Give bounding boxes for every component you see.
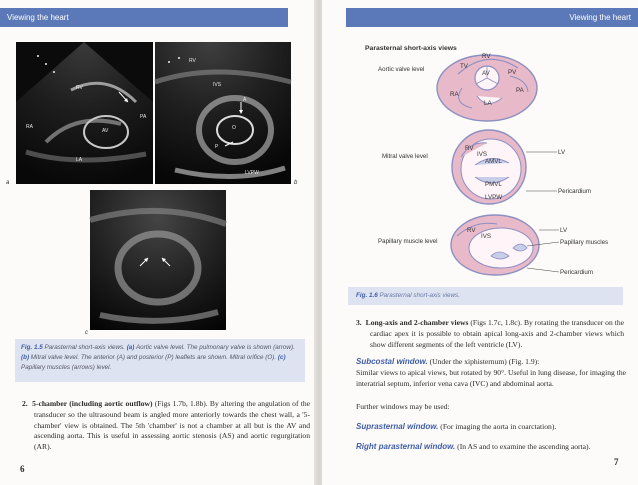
aortic-label-av: AV bbox=[482, 70, 490, 77]
figure-1-6-label: Fig. 1.6 bbox=[356, 292, 378, 299]
papillary-label-pericardium: Pericardium bbox=[560, 269, 594, 276]
figure-1-6-caption: Fig. 1.6 Parasternal short-axis views. bbox=[348, 287, 623, 305]
aortic-valve-level-diagram bbox=[432, 48, 542, 124]
panel-letter-c: c bbox=[85, 330, 88, 336]
aortic-label-tv: TV bbox=[460, 63, 468, 70]
us-a-label-av: AV bbox=[102, 128, 109, 134]
aortic-label-pv: PV bbox=[508, 69, 517, 76]
left-page bbox=[0, 0, 316, 485]
us-b-label-o: O bbox=[232, 125, 236, 131]
us-b-label-lvpw: LVPW bbox=[245, 170, 259, 176]
mitral-label-lv: LV bbox=[558, 149, 566, 156]
papillary-label-muscles: Papillary muscles bbox=[560, 239, 609, 246]
further-windows-text: Further windows may be used: bbox=[356, 402, 450, 411]
aortic-label-pa: PA bbox=[516, 87, 524, 94]
mitral-label-rv: RV bbox=[465, 145, 474, 152]
right-running-header: Viewing the heart bbox=[346, 8, 638, 27]
us-a-label-ra: RA bbox=[26, 124, 33, 130]
numbered-item-3: 3. Long-axis and 2-chamber views (Figs 1.7c, 1.8c). By rotating the transducer on the cardiac apex it is possible to obtain apical long-axis and 2-chamber views which show different segments of the left ventricle (LV). bbox=[356, 318, 625, 349]
mitral-label-pmvl: PMVL bbox=[485, 181, 502, 188]
us-a-label-pa: PA bbox=[140, 114, 147, 120]
papillary-muscle-level-label: Papillary muscle level bbox=[378, 238, 438, 245]
mitral-valve-level-diagram bbox=[447, 127, 592, 207]
mitral-valve-level-label: Mitral valve level bbox=[382, 153, 428, 160]
right-parasternal-section: Right parasternal window. (In AS and to examine the ascending aorta). bbox=[356, 442, 591, 451]
us-b-label-ivs: IVS bbox=[213, 82, 222, 88]
us-b-label-p: P bbox=[215, 144, 219, 150]
mitral-label-lvpw: LVPW bbox=[485, 194, 503, 201]
suprasternal-section: Suprasternal window. (For imaging the aorta in coarctation). bbox=[356, 422, 557, 431]
panel-letter-b: b bbox=[294, 180, 298, 186]
left-running-header: Viewing the heart bbox=[0, 8, 288, 27]
right-parasternal-heading: Right parasternal window. bbox=[356, 442, 456, 451]
us-b-label-a: A bbox=[243, 97, 247, 103]
us-b-label-rv: RV bbox=[189, 58, 196, 64]
figure-1-5-label: Fig. 1.5 bbox=[21, 344, 43, 351]
papillary-label-rv: RV bbox=[467, 227, 476, 234]
aortic-label-ra: RA bbox=[450, 91, 459, 98]
aortic-label-la: LA bbox=[484, 100, 492, 107]
schematic-title: Parasternal short-axis views bbox=[365, 45, 457, 52]
ultrasound-image-a bbox=[16, 42, 153, 184]
ultrasound-image-c bbox=[90, 190, 226, 330]
right-page-number: 7 bbox=[614, 457, 619, 467]
mitral-label-amvl: AMVL bbox=[485, 158, 502, 165]
aortic-label-rv: RV bbox=[482, 53, 491, 60]
mitral-label-pericardium: Pericardium bbox=[558, 188, 592, 195]
us-a-label-rv: RV bbox=[76, 85, 83, 91]
suprasternal-heading: Suprasternal window. bbox=[356, 422, 439, 431]
right-page bbox=[322, 0, 638, 485]
panel-letter-a: a bbox=[6, 180, 10, 186]
us-a-label-la: LA bbox=[76, 157, 83, 163]
papillary-label-lv: LV bbox=[560, 227, 568, 234]
papillary-label-ivs: IVS bbox=[481, 233, 491, 240]
left-page-number: 6 bbox=[20, 464, 25, 474]
mitral-label-ivs: IVS bbox=[477, 151, 487, 158]
figure-1-5-caption: Fig. 1.5 Parasternal short-axis views. (a) Aortic valve level. The pulmonary valve is shown (arrow). (b) Mitral valve level. The anterior (A) and posterior (P) leaflets are shown. Mitral orifice (O). (c) Papillary muscles (arrows) level. bbox=[15, 339, 305, 382]
numbered-item-2: 2. 5-chamber (including aortic outflow) (Figs 1.7b, 1.8b). By altering the angulation of the transducer so the ultrasound beam is angled more anteriorly towards the chest wall, a '5-chamber' view is obtained. The 5th 'chamber' is not a chamber at all but is the AV and ascending aorta. This is useful in assessing aortic stenosis (AS) and aortic regurgitation (AR). bbox=[22, 399, 310, 452]
aortic-valve-level-label: Aortic valve level bbox=[378, 66, 425, 73]
subcostal-section: Subcostal window. (Under the xiphisternum) (Fig. 1.9): Similar views to apical views, but rotated by 90°. Useful in lung disease, for imaging the interatrial septum, inferior vena cava (IVC) and abdominal aorta. bbox=[356, 357, 626, 388]
subcostal-heading: Subcostal window. bbox=[356, 357, 428, 366]
ultrasound-image-b bbox=[155, 42, 291, 184]
papillary-muscle-level-diagram bbox=[447, 210, 607, 280]
